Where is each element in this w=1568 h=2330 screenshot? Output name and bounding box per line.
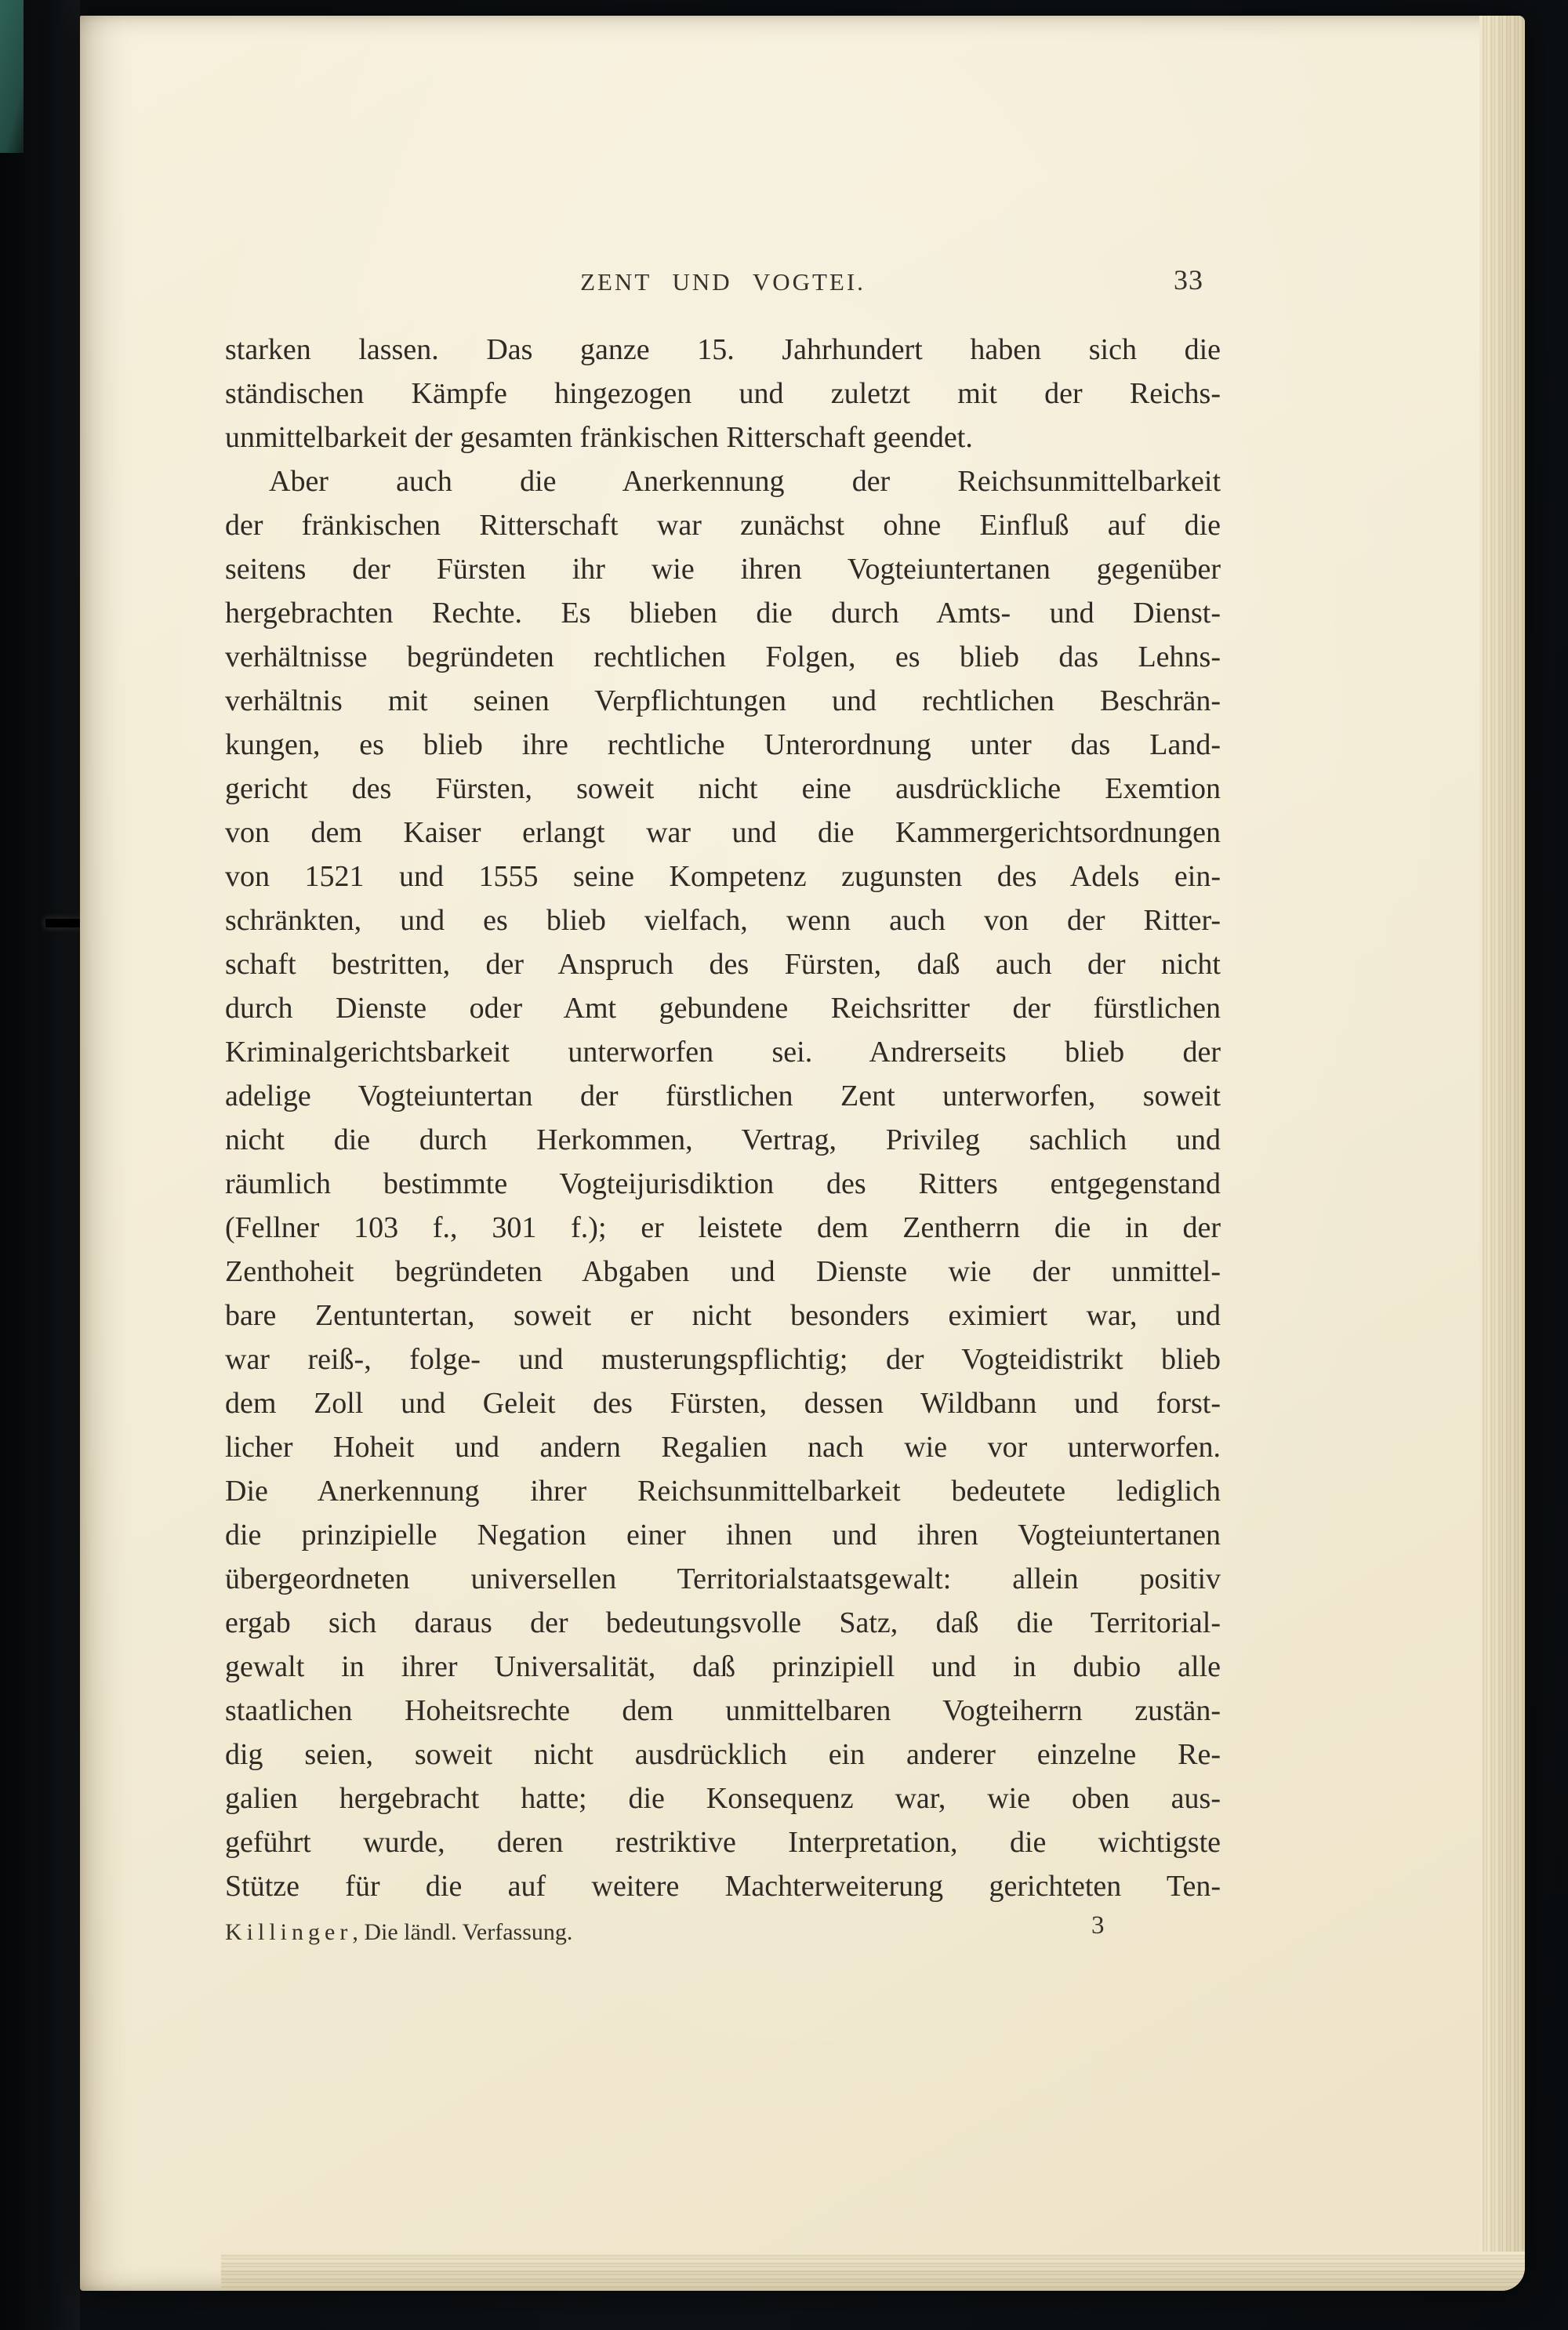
page-stack-bottom-edge xyxy=(221,2252,1525,2291)
text-line: Kriminalgerichtsbarkeit unterworfen sei. Andrerseits blieb der xyxy=(225,1036,1221,1069)
page-number: 33 xyxy=(1174,264,1203,296)
text-line: von 1521 und 1555 seine Kompetenz zugunsten des Adels ein- xyxy=(225,860,1221,893)
text-line: der fränkischen Ritterschaft war zunächst ohne Einfluß auf die xyxy=(225,509,1221,542)
text-line: gericht des Fürsten, soweit nicht eine ausdrückliche Exemtion xyxy=(225,772,1221,805)
text-line: schränkten, und es blieb vielfach, wenn auch von der Ritter- xyxy=(225,904,1221,937)
text-line: Stütze für die auf weitere Machterweiterung gerichteten Ten- xyxy=(225,1870,1221,1903)
body-text xyxy=(225,328,1221,1908)
paragraph xyxy=(225,459,1221,1908)
cover-cloth-corner xyxy=(0,0,24,153)
text-line: war reiß-, folge- und musterungspflichtig; der Vogteidistrikt blieb xyxy=(225,1343,1221,1376)
text-line: dem Zoll und Geleit des Fürsten, dessen Wildbann und forst- xyxy=(225,1387,1221,1420)
text-line: starken lassen. Das ganze 15. Jahrhundert haben sich die xyxy=(225,333,1221,366)
text-line: geführt wurde, deren restriktive Interpretation, die wichtigste xyxy=(225,1826,1221,1859)
text-line: unmittelbarkeit der gesamten fränkischen Ritterschaft geendet. xyxy=(225,421,973,454)
footer-signature xyxy=(225,1919,572,1945)
text-line: räumlich bestimmte Vogteijurisdiktion des Ritters entgegenstand xyxy=(225,1167,1221,1200)
text-line: schaft bestritten, der Anspruch des Fürsten, daß auch der nicht xyxy=(225,948,1221,981)
text-line: von dem Kaiser erlangt war und die Kammergerichtsordnungen xyxy=(225,816,1221,849)
sheet-number: 3 xyxy=(1091,1911,1105,1940)
text-line: Aber auch die Anerkennung der Reichsunmittelbarkeit xyxy=(269,465,1221,498)
page-paper xyxy=(80,16,1525,2291)
text-line: (Fellner 103 f., 301 f.); er leistete dem Zentherrn die in der xyxy=(225,1211,1221,1244)
text-line: Die Anerkennung ihrer Reichsunmittelbarkeit bedeutete lediglich xyxy=(225,1475,1221,1508)
text-line: die prinzipielle Negation einer ihnen und ihren Vogteiuntertanen xyxy=(225,1519,1221,1552)
book-binding-edge xyxy=(0,0,80,2330)
text-line: übergeordneten universellen Territorialstaatsgewalt: allein positiv xyxy=(225,1562,1221,1595)
text-line: gewalt in ihrer Universalität, daß prinzipiell und in dubio alle xyxy=(225,1650,1221,1683)
text-line: verhältnisse begründeten rechtlichen Folgen, es blieb das Lehns- xyxy=(225,641,1221,673)
page-stack-fore-edge xyxy=(1479,16,1525,2259)
text-line: galien hergebracht hatte; die Konsequenz war, wie oben aus- xyxy=(225,1782,1221,1815)
text-line: hergebrachten Rechte. Es blieben die durch Amts- und Dienst- xyxy=(225,597,1221,630)
text-line: adelige Vogteiuntertan der fürstlichen Zent unterworfen, soweit xyxy=(225,1080,1221,1112)
running-title: ZENT UND VOGTEI. xyxy=(580,268,866,296)
text-line: licher Hoheit und andern Regalien nach wie vor unterworfen. xyxy=(225,1431,1221,1464)
text-line: bare Zentuntertan, soweit er nicht besonders eximiert war, und xyxy=(225,1299,1221,1332)
text-line: dig seien, soweit nicht ausdrücklich ein anderer einzelne Re- xyxy=(225,1738,1221,1771)
text-line: ständischen Kämpfe hingezogen und zuletzt mit der Reichs- xyxy=(225,377,1221,410)
text-line: durch Dienste oder Amt gebundene Reichsritter der fürstlichen xyxy=(225,992,1221,1025)
text-line: Zenthoheit begründeten Abgaben und Dienste wie der unmittel- xyxy=(225,1255,1221,1288)
text-line: kungen, es blieb ihre rechtliche Unterordnung unter das Land- xyxy=(225,728,1221,761)
text-line: verhältnis mit seinen Verpflichtungen und rechtlichen Beschrän- xyxy=(225,684,1221,717)
text-line: staatlichen Hoheitsrechte dem unmittelbaren Vogteiherrn zustän- xyxy=(225,1694,1221,1727)
page-header xyxy=(225,264,1221,307)
footer-author: Killinger xyxy=(225,1919,353,1945)
page-footer xyxy=(225,1911,1221,1966)
text-line: seitens der Fürsten ihr wie ihren Vogteiuntertanen gegenüber xyxy=(225,553,1221,586)
footer-signature-rest: , Die ländl. Verfassung. xyxy=(352,1919,573,1945)
text-line: nicht die durch Herkommen, Vertrag, Privileg sachlich und xyxy=(225,1123,1221,1156)
text-line: ergab sich daraus der bedeutungsvolle Satz, daß die Territorial- xyxy=(225,1606,1221,1639)
paragraph xyxy=(225,328,1221,459)
